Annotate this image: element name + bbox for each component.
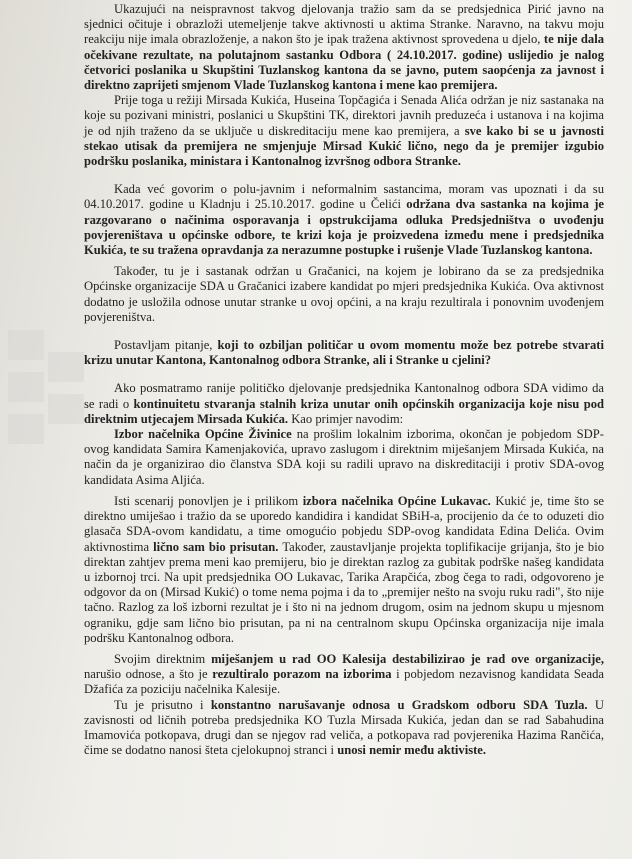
paragraph: [84, 427, 604, 488]
text-run: Ako posmatramo ranije političko djelovanje predsjednika Kantonalnog odbora SDA vidimo da se radi o: [84, 381, 604, 411]
bold-text: Izbor načelnika Općine Živinice: [114, 427, 292, 442]
paragraph: [84, 338, 604, 368]
paragraph: [84, 652, 604, 698]
text-run: i pobjedom nezavisnog kandidata Seada Džafića za poziciju načelnika Kalesije.: [84, 667, 604, 697]
bold-text: kontinuitetu stvaranja stalnih kriza unutar onih općinskih organizacija koje nisu pod direktnim utjecajem Mirsada Kukića.: [84, 396, 604, 426]
bold-text: održana dva sastanka na kojima je razgovarano o načinima osporavanja i opstrukcijama odluka Predsjedništva o uvođenju povjereništava u općinske odbore, te krizi koja je proizvedena između mene i predsjednika Kukića, te su tražena opravdanja za nerazumne postupke i rušenje Vlade Tuzlanskog kantona.: [84, 197, 604, 258]
text-run: Također, tu je i sastanak održan u Gračanici, na kojem je lobirano da se za predsjednika Općinske organizacije SDA u Gračanici izabere kandidat po mjeri predsjednika Kukića. Ova aktivnost dodatno je usložila odnose unutar stranke u ovoj općini, a na kraju rezultirala i ponovnim uvođenjem povjereništva.: [84, 264, 604, 324]
text-run: Također, zaustavljanje projekta toplifikacije grijanja, što je bio direktan zahtjev prema meni kao premijeru, bio je direktan razlog za gubitak podrške našeg kandidata u izbornoj trci. Na upit predsjednika OO Lukavac, Tarika Arapčića, zbog čega to radi, odgovoreno je odgovor da on (Mirsad Kukić) o tome nema pojma i da to „premijer nešto na svoju ruku radi", što nije tačno. Razlog za loš izborni rezultat je i što ni na jednom drugom, osim na jednom skupu u mjesnom ograniku, gdje sam lično bio prisutan, pa ni na centralnom skupu Općinska organizacija nije imala podršku Kantonalnog odbora.: [84, 539, 604, 645]
bold-text: unosi nemir među aktiviste.: [337, 743, 487, 758]
paragraph: [84, 698, 604, 759]
text-run: Tu je prisutno i: [114, 697, 211, 712]
paragraph: [84, 2, 604, 93]
paragraph: [84, 182, 604, 258]
bold-text: lično sam bio prisutan.: [153, 539, 279, 554]
bold-text: miješanjem u rad OO Kalesija destabilizirao je rad ove organizacije,: [211, 651, 605, 666]
paragraph: [84, 264, 604, 325]
bold-text: konstantno narušavanje odnosa u Gradskom odboru SDA Tuzla.: [210, 697, 588, 712]
watermark-block: [8, 414, 44, 444]
bold-text: rezultiralo porazom na izborima: [212, 667, 392, 682]
paragraph: [84, 93, 604, 169]
bold-text: sve kako bi se u javnosti stekao utisak da premijera ne smjenjuje Mirsad Kukić lično, nego da je premijer izgubio podršku poslanika, ministara i Kantonalnog izvršnog odbora Stranke.: [84, 123, 604, 169]
text-run: Kukić je, time što se direktno umiješao i tražio da se uporedo kandidira i kandidat SBiH-a, procijenio da će to oduzeti dio glasača SDA-ovom kandidatu, a time omogućio pobjedu SDP-ovog kandidata Edina Delića. Ovim aktivnostima: [84, 493, 604, 554]
bold-text: koji to ozbiljan političar u ovom momentu može bez potrebe stvarati krizu unutar Kantona, Kantonalnog odbora Stranke, ali i Stranke u cjelini?: [84, 338, 605, 368]
watermark-block: [48, 352, 84, 382]
document-body: [84, 2, 604, 758]
bold-text: izbora načelnika Općine Lukavac.: [302, 493, 491, 508]
bold-text: te nije dala očekivane rezultate, na polutajnom sastanku Odbora ( 24.10.2017. godine) uslijedio je nalog četvorici poslanika u Skupštini Tuzlanskog kantona da se javno, putem saopćenja za javnost i direktno zaprijeti smjenom Vlade Tuzlanskog kantona i mene kao premijera.: [84, 32, 604, 93]
watermark-block: [8, 372, 44, 402]
paragraph: [84, 381, 604, 427]
watermark-block: [48, 394, 84, 424]
text-run: Isti scenarij ponovljen je i prilikom: [114, 493, 303, 508]
watermark-block: [8, 330, 44, 360]
text-run: Ukazujući na neispravnost takvog djelovanja tražio sam da se predsjednica Pirić javno na sjednici očituje i obrazloži utemeljenje takve aktivnosti u aktima Stranke. Naravno, na takvu moju reakciju nije imala obrazloženje, a nakon što je ipak tražena aktivnost sprovedena u djelo,: [84, 2, 604, 47]
text-run: Svojim direktnim: [114, 651, 212, 666]
text-run: Postavljam pitanje,: [114, 338, 218, 353]
text-run: narušio odnose, a što je: [84, 667, 213, 682]
paragraph: [84, 494, 604, 646]
text-run: Kada već govorim o polu-javnim i neformalnim sastancima, moram vas upoznati i da su 04.10.2017. godine u Kladnju i 25.10.2017. godine u Čelići: [84, 182, 604, 212]
text-run: U zavisnosti od ličnih potreba predsjednika KO Tuzla Mirsada Kukića, jedan dan se rad Sabahudina Imamovića potkopava, drugi dan se njegov rad veliča, a potkopava rad povjerenika Hazima Rančića, čime se dodatno nanosi šteta cjelokupnoj stranci i: [84, 697, 604, 758]
text-run: Prije toga u režiji Mirsada Kukića, Huseina Topčagića i Senada Alića održan je niz sastanaka na koje su pozivani ministri, poslanici u Skupštini TK, direktori javnih preduzeća i ustanova i na kojima je od njih traženo da se uključe u diskreditaciju mene kao premijera, a: [84, 93, 604, 138]
text-run: Kao primjer navodim:: [288, 411, 404, 426]
text-run: na prošlim lokalnim izborima, okončan je pobjedom SDP-ovog kandidata Samira Kamenjakovića, upravo zaslugom i direktnim miješanjem Mirsada Kukića, na način da je organizirao dio članstva SDA koji su radili upravo na diskreditaciji i protiv SDA-ovog kandidata Asima Aljića.: [84, 427, 604, 487]
